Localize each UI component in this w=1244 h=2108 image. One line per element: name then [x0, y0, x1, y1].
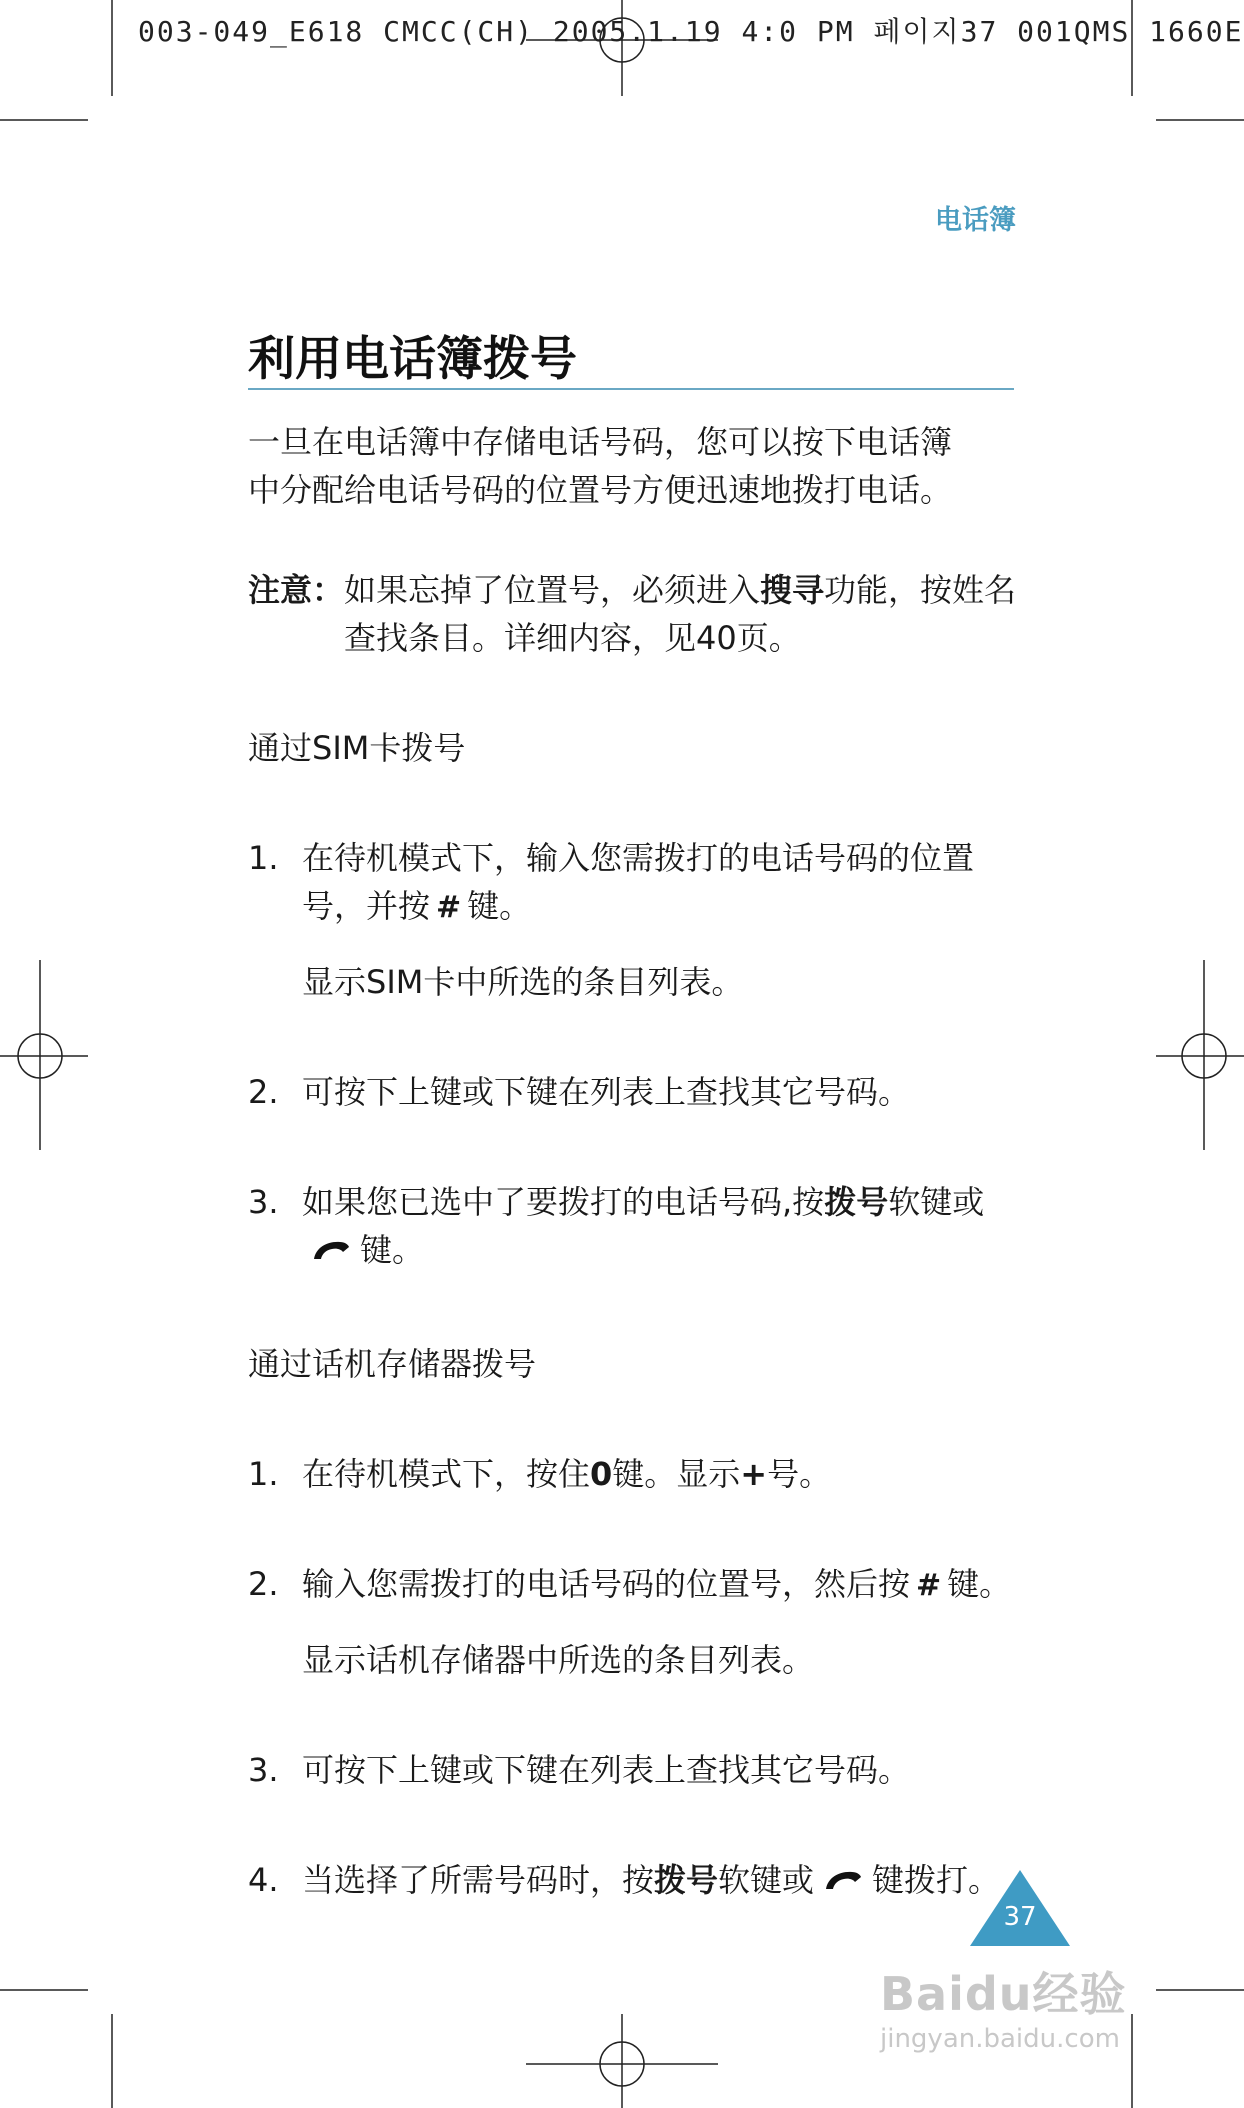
note-block: [248, 566, 1018, 662]
step-text-a: 当选择了所需号码时，按: [302, 1861, 655, 1899]
step-text: [302, 834, 1018, 932]
sim-step-1: [248, 834, 1018, 932]
note-text: [344, 566, 1018, 662]
phone-step-3: [248, 1746, 1018, 1794]
sim-step-1-result: 显示SIM卡中所选的条目列表。: [302, 963, 744, 1001]
hash-key-icon: #: [436, 890, 462, 925]
step-number: 3.: [248, 1751, 279, 1789]
sim-section-heading: 通过SIM卡拨号: [248, 729, 466, 767]
note-label: 注意：: [248, 571, 345, 609]
step-text: 可按下上键或下键在列表上查找其它号码。: [302, 1751, 911, 1789]
page-content: [248, 410, 1018, 1908]
phone-step-2-result: 显示话机存储器中所选的条目列表。: [302, 1641, 815, 1679]
step-text-b: 软键或: [888, 1183, 985, 1221]
step-text: [302, 1178, 1018, 1278]
step-text: 可按下上键或下键在列表上查找其它号码。: [302, 1073, 911, 1111]
phone-section-heading: 通过话机存储器拨号: [248, 1345, 537, 1383]
page-title: 利用电话簿拨号: [248, 332, 577, 387]
step-bold: 拨号: [654, 1861, 719, 1899]
step-text-b: 键。: [467, 887, 532, 925]
step-text-a: 输入您需拨打的电话号码的位置号，然后按: [302, 1565, 911, 1603]
step-text-c: 号。: [767, 1455, 832, 1493]
step-text-b: 键。显示: [612, 1455, 741, 1493]
hash-key-icon: #: [916, 1568, 942, 1603]
step-text-a: 在待机模式下，输入您需拨打的电话号码的位置号，并按: [302, 839, 975, 925]
step-text: [302, 1560, 1018, 1610]
step-number: 2.: [248, 1565, 279, 1603]
print-slug: 003-049_E618 CMCC(CH) 2005.1.19 4:0 PM 페이지37 001QMS 1660E: [138, 15, 1244, 48]
step-bold-key: 0: [590, 1455, 613, 1493]
step-text: [302, 1450, 1018, 1498]
intro-paragraph: [248, 418, 1018, 514]
step-number: 3.: [248, 1183, 279, 1221]
note-bold-word: 搜寻: [760, 571, 825, 609]
step-text-c: 键拨打。: [872, 1861, 1001, 1899]
phone-send-icon: [310, 1230, 352, 1278]
step-text-b: 软键或: [718, 1861, 815, 1899]
step-number: 1.: [248, 1455, 279, 1493]
step-text: [302, 1856, 1018, 1908]
watermark-url: jingyan.baidu.com: [880, 2024, 1120, 2054]
watermark-brand: Baidu经验: [880, 1967, 1127, 2021]
phone-send-icon: [822, 1860, 864, 1908]
sim-step-2: [248, 1068, 1018, 1116]
phone-step-4: [248, 1856, 1018, 1908]
watermark: [880, 1958, 1127, 2054]
step-text-c: 键。: [360, 1231, 425, 1269]
page-number: 37: [1003, 1902, 1037, 1932]
step-number: 2.: [248, 1073, 279, 1111]
step-bold: 拨号: [824, 1183, 889, 1221]
section-label: 电话簿: [935, 205, 1016, 236]
step-text-b: 键。: [947, 1565, 1012, 1603]
phone-step-1: [248, 1450, 1018, 1498]
phone-step-2: [248, 1560, 1018, 1610]
note-text-b: 功能，按姓名查找条目。详细内容，见40页。: [344, 571, 1017, 657]
step-number: 1.: [248, 839, 279, 877]
intro-line: 中分配给电话号码的位置号方便迅速地拨打电话。: [248, 471, 953, 509]
step-text-a: 在待机模式下，按住: [302, 1455, 591, 1493]
title-rule: [248, 388, 1014, 390]
sim-step-3: [248, 1178, 1018, 1278]
intro-line: 一旦在电话簿中存储电话号码，您可以按下电话簿: [248, 423, 953, 461]
step-number: 4.: [248, 1861, 279, 1899]
step-text-a: 如果您已选中了要拨打的电话号码,按: [302, 1183, 825, 1221]
note-text-a: 如果忘掉了位置号，必须进入: [344, 571, 761, 609]
step-bold-symbol: +: [740, 1455, 768, 1493]
